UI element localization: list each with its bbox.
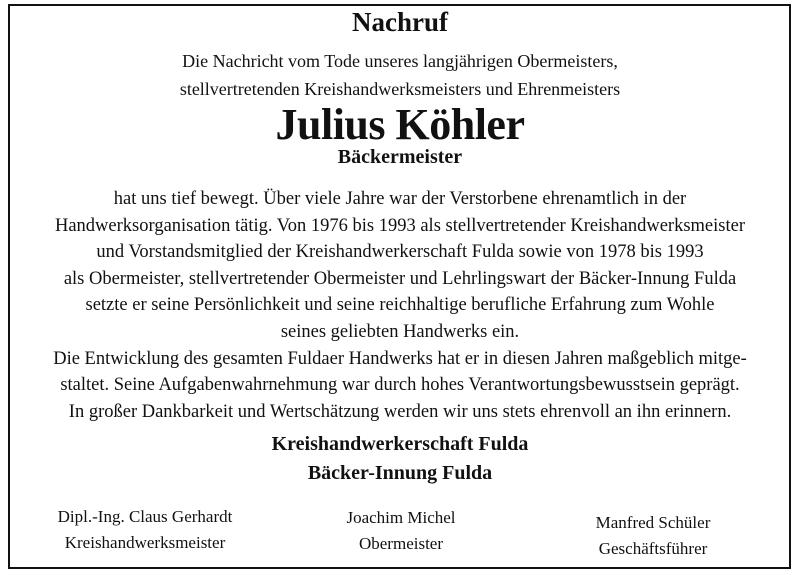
organizations bbox=[0, 430, 800, 488]
intro-line: stellvertretenden Kreishandwerksmeisters und Ehrenmeisters bbox=[179, 79, 621, 99]
notice-body bbox=[0, 186, 800, 425]
body-line: Die Entwicklung des gesamten Fuldaer Handwerks hat er in diesen Jahren maßgeblich mitge- bbox=[53, 348, 747, 369]
organization-name: Kreishandwerkerschaft Fulda bbox=[271, 433, 529, 455]
signatory-role: Kreishandwerksmeister bbox=[64, 533, 226, 552]
signatory bbox=[528, 510, 778, 562]
organization-name: Bäcker-Innung Fulda bbox=[307, 462, 493, 484]
body-line: seines geliebten Handwerks ein. bbox=[280, 321, 520, 342]
body-line: Handwerksorganisation tätig. Von 1976 bis 1993 als stellvertretender Kreishandwerksmeister bbox=[54, 215, 745, 236]
signatory-name: Dipl.-Ing. Claus Gerhardt bbox=[57, 507, 233, 526]
deceased-profession: Bäckermeister bbox=[337, 146, 463, 168]
signatory-role: Obermeister bbox=[358, 534, 444, 553]
deceased-name: Julius Köhler bbox=[275, 100, 525, 149]
body-line: setzte er seine Persönlichkeit und seine reichhaltige berufliche Erfahrung zum Wohle bbox=[85, 295, 715, 316]
body-line: und Vorstandsmitglied der Kreishandwerkerschaft Fulda sowie von 1978 bis 1993 bbox=[96, 242, 704, 263]
body-line: In großer Dankbarkeit und Wertschätzung werden wir uns stets ehrenvoll an ihn erinnern. bbox=[68, 401, 732, 422]
notice-title: Nachruf bbox=[352, 7, 448, 37]
signatory bbox=[276, 505, 526, 557]
body-line: staltet. Seine Aufgabenwahrnehmung war durch hohes Verantwortungsbewusstsein geprägt. bbox=[60, 375, 740, 396]
intro-text bbox=[0, 47, 800, 103]
signatory-name: Joachim Michel bbox=[346, 508, 456, 527]
signatory-role: Geschäftsführer bbox=[598, 539, 708, 558]
signatory-name: Manfred Schüler bbox=[595, 513, 711, 532]
intro-line: Die Nachricht vom Tode unseres langjährigen Obermeisters, bbox=[182, 51, 618, 71]
body-line: hat uns tief bewegt. Über viele Jahre war der Verstorbene ehrenamtlich in der bbox=[113, 189, 687, 209]
body-line: als Obermeister, stellvertretender Obermeister und Lehrlingswart der Bäcker-Innung Fulda bbox=[63, 268, 737, 289]
signatory bbox=[20, 504, 270, 556]
